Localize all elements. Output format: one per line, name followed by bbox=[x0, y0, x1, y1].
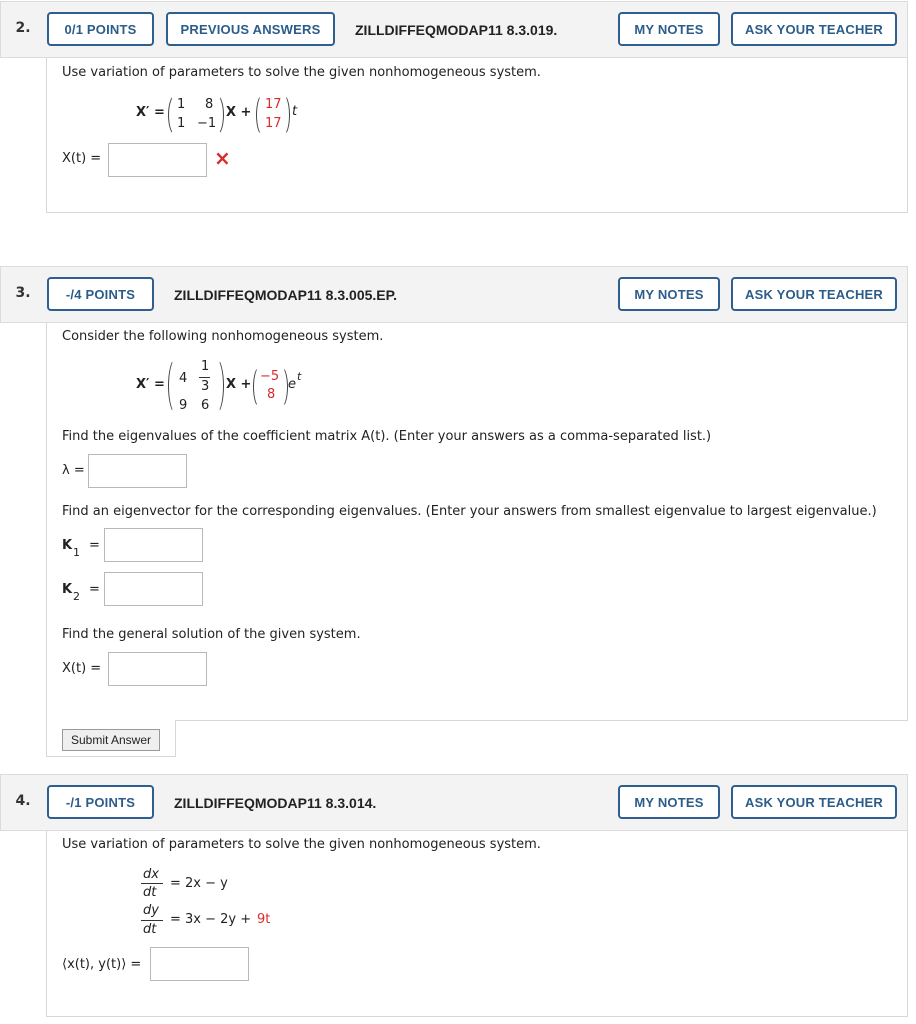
q3-answer-label: X(t) = bbox=[62, 661, 102, 676]
q3-my-notes-button[interactable]: MY NOTES bbox=[618, 277, 720, 311]
q4-ask-teacher-button[interactable]: ASK YOUR TEACHER bbox=[731, 785, 897, 819]
q3-k2-label: K bbox=[62, 582, 73, 597]
q2-matrix-a12: 8 bbox=[205, 97, 214, 112]
q4-answer-label: ⟨x(t), y(t)⟩ = bbox=[62, 957, 142, 972]
q4-answer-input[interactable] bbox=[150, 947, 249, 981]
q2-my-notes-button[interactable]: MY NOTES bbox=[618, 12, 720, 46]
q3-ask-teacher-button[interactable]: ASK YOUR TEACHER bbox=[731, 277, 897, 311]
q3-exp: e bbox=[288, 377, 296, 392]
q4-points-button[interactable]: -/1 POINTS bbox=[47, 785, 154, 819]
q2-answer-label: X(t) = bbox=[62, 151, 102, 166]
q4-dt-2: dt bbox=[143, 922, 157, 937]
q4-eq1-rhs: = 2x − y bbox=[170, 876, 228, 891]
q4-eq2-rhs: = 3x − 2y + bbox=[170, 912, 252, 927]
q2-answer-input[interactable] bbox=[108, 143, 207, 177]
q3-eigvec-prompt: Find an eigenvector for the corresponding eigenvalues. (Enter your answers from smallest eigenvalue to largest eigenvalue.) bbox=[62, 504, 877, 519]
q2-matrix-a22: −1 bbox=[197, 116, 217, 131]
q3-vector-right-paren bbox=[274, 366, 288, 408]
q4-question-code: ZILLDIFFEQMODAP11 8.3.014. bbox=[174, 795, 377, 811]
q3-k1-label: K bbox=[62, 538, 73, 553]
q2-points-button[interactable]: 0/1 POINTS bbox=[47, 12, 154, 46]
submit-answer-button[interactable]: Submit Answer bbox=[62, 729, 160, 751]
q2-matrix-a21: 1 bbox=[177, 116, 186, 131]
q3-k2-equals: = bbox=[89, 582, 100, 597]
q3-vector-top: −5 bbox=[260, 369, 280, 384]
q3-k1-subscript: 1 bbox=[73, 546, 80, 559]
q3-k1-equals: = bbox=[89, 538, 100, 553]
q3-vector-bottom: 8 bbox=[267, 387, 276, 402]
eigenvalues-input[interactable] bbox=[88, 454, 187, 488]
q3-matrix-a11: 4 bbox=[179, 371, 188, 386]
q2-previous-answers-button[interactable]: PREVIOUS ANSWERS bbox=[166, 12, 335, 46]
q3-matrix-a12-denominator: 3 bbox=[201, 379, 210, 394]
q3-plus-x: X + bbox=[226, 377, 252, 392]
q3-lhs: X′ = bbox=[136, 377, 165, 392]
q4-prompt: Use variation of parameters to solve the given nonhomogeneous system. bbox=[62, 837, 541, 852]
q4-eq2-red-term: 9t bbox=[257, 912, 271, 927]
q4-dy: dy bbox=[143, 903, 159, 918]
q4-eq2-fraction-bar bbox=[141, 920, 163, 921]
q3-question-code: ZILLDIFFEQMODAP11 8.3.005.EP. bbox=[174, 287, 398, 303]
q4-dt-1: dt bbox=[143, 885, 157, 900]
q4-my-notes-button[interactable]: MY NOTES bbox=[618, 785, 720, 819]
q3-exp-sup: t bbox=[297, 370, 302, 383]
eigenvector-k1-input[interactable] bbox=[104, 528, 203, 562]
q3-matrix-a12-numerator: 1 bbox=[201, 359, 210, 374]
q3-matrix-a22: 6 bbox=[201, 398, 210, 413]
q3-general-prompt: Find the general solution of the given system. bbox=[62, 627, 361, 642]
q3-eigen-prompt: Find the eigenvalues of the coefficient matrix A(t). (Enter your answers as a comma-separated list.) bbox=[62, 429, 712, 444]
q3-number: 3. bbox=[15, 285, 31, 301]
q2-question-code: ZILLDIFFEQMODAP11 8.3.019. bbox=[355, 22, 558, 38]
q2-matrix-right-paren bbox=[208, 94, 224, 136]
q2-plus-x: X + bbox=[226, 105, 252, 120]
eigenvector-k2-input[interactable] bbox=[104, 572, 203, 606]
q2-lhs: X′ = bbox=[136, 105, 165, 120]
q2-vector-bottom: 17 bbox=[265, 116, 282, 131]
incorrect-icon: × bbox=[214, 146, 231, 170]
q2-matrix-a11: 1 bbox=[177, 97, 186, 112]
q3-matrix-a21: 9 bbox=[179, 398, 188, 413]
q4-eq1-fraction-bar bbox=[141, 883, 163, 884]
q3-points-button[interactable]: -/4 POINTS bbox=[47, 277, 154, 311]
q2-ask-teacher-button[interactable]: ASK YOUR TEACHER bbox=[731, 12, 897, 46]
q3-lambda-label: λ = bbox=[62, 463, 85, 478]
q2-vector-top: 17 bbox=[265, 97, 282, 112]
q4-number: 4. bbox=[15, 793, 31, 809]
q2-vector-right-paren bbox=[276, 94, 290, 136]
q3-matrix-right-paren bbox=[208, 358, 224, 414]
q4-dx: dx bbox=[143, 867, 159, 882]
q3-k2-subscript: 2 bbox=[73, 590, 80, 603]
q2-t-var: t bbox=[292, 104, 298, 119]
q2-number: 2. bbox=[15, 20, 31, 36]
q3-answer-input[interactable] bbox=[108, 652, 207, 686]
q3-prompt: Consider the following nonhomogeneous system. bbox=[62, 329, 384, 344]
q2-prompt: Use variation of parameters to solve the given nonhomogeneous system. bbox=[62, 65, 541, 80]
